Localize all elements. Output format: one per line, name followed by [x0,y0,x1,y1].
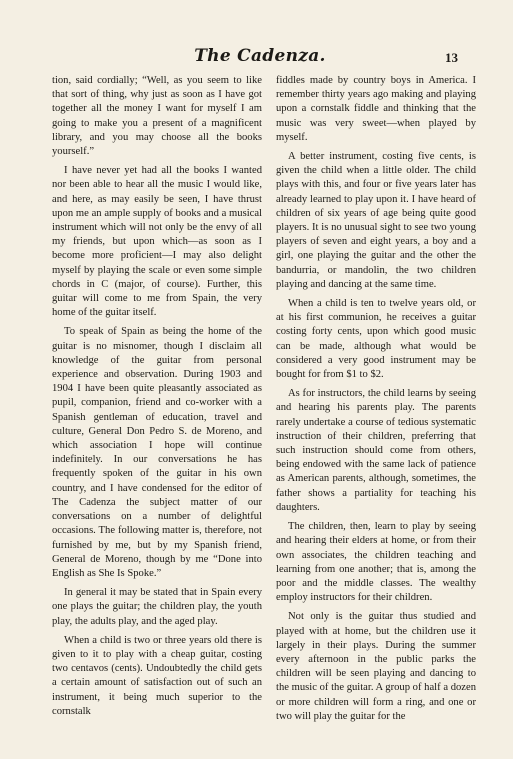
paragraph: I have never yet had all the books I wanted nor been able to hear all the music I would like, and here, as may easily be seen, I have thrust upon me an ample supply of books and a musical instrument which will not only be the envy of all my friends, but upon which—as soon as I become more proficient—I may also delight myself by playing the scale or even some simple chords in C (major, of course). Further, this guitar will come to me from Spain, the very home of the guitar itself. [52,165,262,319]
paragraph: The children, then, learn to play by seeing and hearing their elders at home, or from their own associates, the children teaching and learning from one another; that is, among the poor and the middle classes. The wealthy employ instructors for their children. [276,521,476,604]
left-column [52,74,262,724]
running-title: The Cadenza. [194,46,326,66]
paragraph: When a child is two or three years old there is given to it to play with a cheap guitar, costing two centavos (cents). Undoubtedly the child gets a certain amount of satisfaction out of such an instrument, it being much superior to the cornstalk [52,634,262,717]
paragraph: Not only is the guitar thus studied and played with at home, but the children use it largely in their plays. During the summer every afternoon in the public parks the children will be seen playing and dancing to the music of the guitar. A group of half a dozen or more children will form a ring, and one or two will play the guitar for the [276,611,476,722]
paragraph: tion, said cordially; “Well, as you seem to like that sort of thing, why just as soon as I have got together all the money I want for myself I am going to make you a present of a magnificent library, and you may choose all the books yourself.” [52,75,262,158]
right-column [276,74,476,729]
paragraph: To speak of Spain as being the home of the guitar is no misnomer, though I disclaim all knowledge of the guitar from personal experience and observation. During 1903 and 1904 I have been quite pleasantly associated as pupil, companion, friend and co-worker with a Spanish gentleman of education, travel and culture, General Don Pedro S. de Moreno, and which association I hope will continue indefinitely. In our conversations he has frequently spoken of the guitar in his own country, and I have condensed for the editor of The Cadenza the subject matter of our conversations on a number of delightful occasions. The following matter is, therefore, not furnished by me, but by my Spanish friend, General de Moreno, though by me “Done into English as She Is Spoke.” [52,326,262,579]
page-number: 13 [445,50,458,65]
page-header [0,46,513,76]
paragraph: A better instrument, costing five cents, is given the child when a little older. The child plays with this, and four or five years later has already learned to play upon it. I have heard of children of six years of age being quite good players. It is no unusual sight to see two young players of seven and eight years, a boy and a girl, one playing the guitar and the other the bandurria, or mandolin, the two children playing and dancing at the same time. [276,151,476,290]
paragraph: When a child is ten to twelve years old, or at his first communion, he receives a guitar costing forty cents, upon which good music can be made, although what would be considered a very good instrument may be bought for from $1 to $2. [276,298,476,381]
paragraph: As for instructors, the child learns by seeing and hearing his parents play. The parents rarely undertake a course of tedious systematic instruction of their children, preferring that such instruction should come from others, being endowed with the same lack of patience as American parents, although, sometimes, the father shows a partiality for teaching his daughters. [276,388,476,513]
paragraph: In general it may be stated that in Spain every one plays the guitar; the children play, the youth play, the adults play, and the aged play. [52,587,262,627]
paragraph: fiddles made by country boys in America. I remember thirty years ago making and playing upon a cornstalk fiddle and thinking that the music was very sweet—when played by myself. [276,75,476,143]
